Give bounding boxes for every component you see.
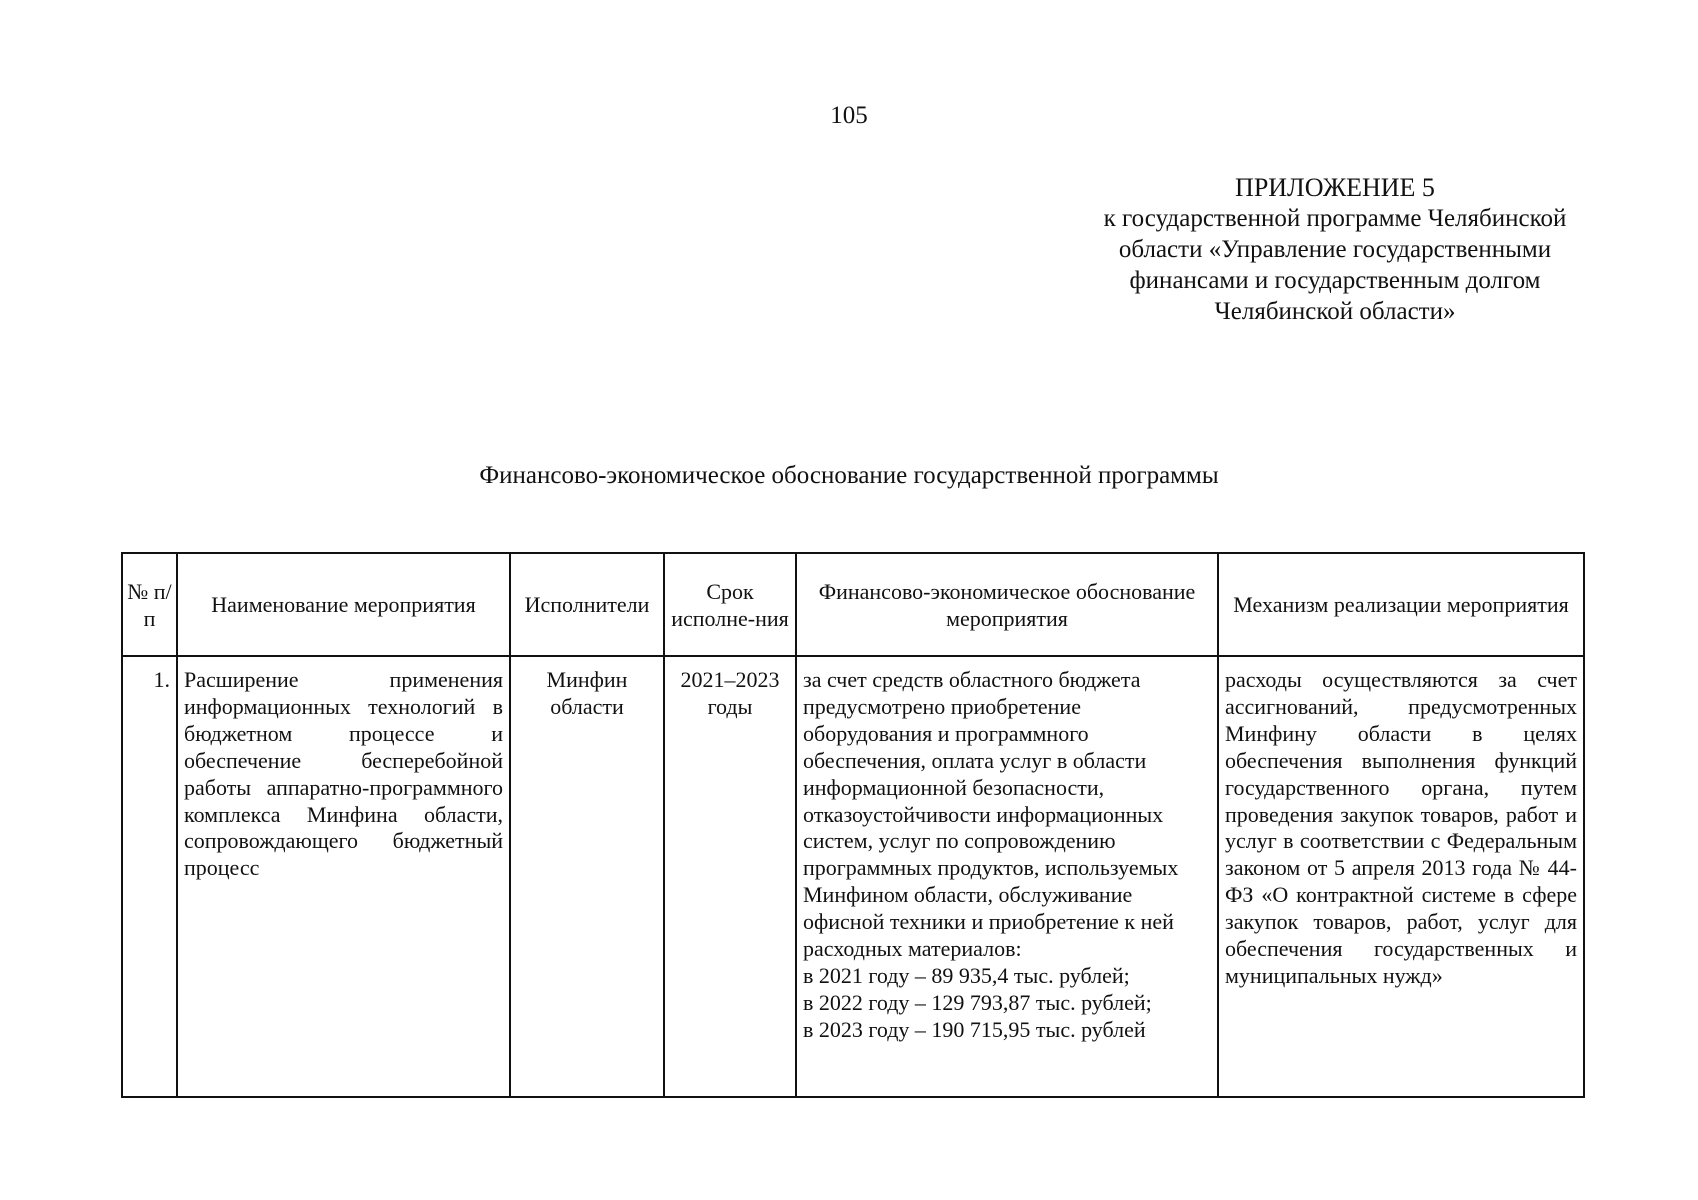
cell-mechanism: расходы осуществляются за счет ассигнований, предусмотренных Минфину области в целях обеспечения выполнения функций государственного органа, путем проведения закупок товаров, работ и услуг в соответствии с Федеральным законом от 5 апреля 2013 года № 44-ФЗ «О контрактной системе в сфере закупок товаров, работ, услуг для обеспечения государственных и муниципальных нужд» xyxy=(1218,656,1584,1097)
cell-term: 2021–2023 годы xyxy=(664,656,796,1097)
appendix-line: к государственной программе Челябинской xyxy=(1103,205,1567,232)
header-name: Наименование мероприятия xyxy=(177,553,510,656)
document-title: Финансово-экономическое обоснование государственной программы xyxy=(479,462,1219,489)
header-num: № п/п xyxy=(122,553,177,656)
appendix-line: области «Управление государственными xyxy=(1118,236,1552,263)
appendix-line: финансами и государственным долгом xyxy=(1129,267,1541,294)
justification-text: за счет средств областного бюджета предусмотрено приобретение оборудования и программного обеспечения, оплата услуг в области информационной безопасности, отказоустойчивости информационных систем, услуг по сопровождению программных продуктов, используемых Минфином области, обслуживание офисной техники и приобретение к ней расходных материалов: xyxy=(803,667,1179,962)
appendix-block xyxy=(1035,172,1635,327)
page-number: 105 xyxy=(830,102,868,129)
table-row xyxy=(122,656,1584,1097)
justification-table xyxy=(121,552,1585,1098)
cell-justification xyxy=(796,656,1218,1097)
header-term: Срок исполне-ния xyxy=(664,553,796,656)
header-executors: Исполнители xyxy=(510,553,664,656)
appendix-line: Челябинской области» xyxy=(1214,298,1456,325)
appendix-heading: ПРИЛОЖЕНИЕ 5 xyxy=(1235,173,1435,202)
cell-name: Расширение применения информационных технологий в бюджетном процессе и обеспечение бесперебойной работы аппаратно-программного комплекса Минфина области, сопровождающего бюджетный процесс xyxy=(177,656,510,1097)
header-mechanism: Механизм реализации мероприятия xyxy=(1218,553,1584,656)
table-header-row xyxy=(122,553,1584,656)
amount-line: в 2022 году – 129 793,87 тыс. рублей; xyxy=(803,989,1152,1015)
cell-executors: Минфин области xyxy=(510,656,664,1097)
amount-line: в 2021 году – 89 935,4 тыс. рублей; xyxy=(803,962,1130,988)
header-justification: Финансово-экономическое обоснование мероприятия xyxy=(796,553,1218,656)
cell-num: 1. xyxy=(122,656,177,1097)
amount-line: в 2023 году – 190 715,95 тыс. рублей xyxy=(803,1016,1146,1042)
